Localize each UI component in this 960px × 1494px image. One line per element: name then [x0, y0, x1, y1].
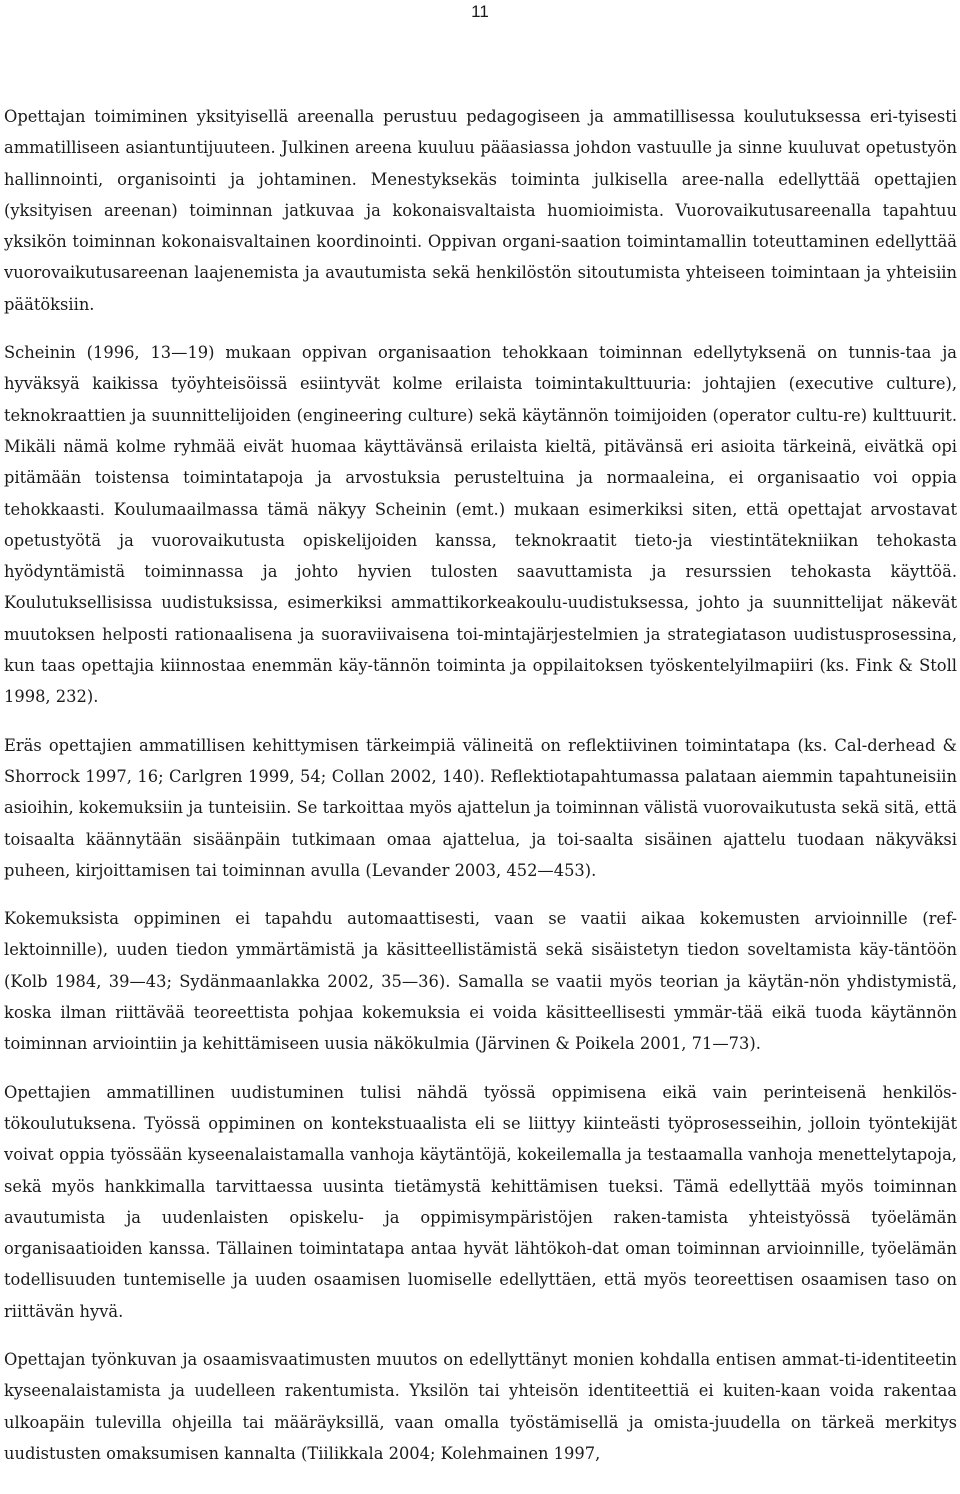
- page-number: 11: [471, 2, 489, 21]
- paragraph-teacher-identity: Opettajan työnkuvan ja osaamisvaatimusten muutos on edellyttänyt monien kohdalla entisen ammat-ti-identiteetin kyseenalaistamista ja uudelleen rakentumista. Yksilön tai yhteisön identiteettiä ei kuiten-kaan voida rakentaa ulkoapäin tulevilla ohjeilla tai määräyksillä, vaan omalla työstämisellä ja omista-juudella on tärkeä merkitys uudistusten omaksumisen kannalta (Tiilikkala 2004; Kolehmainen 1997,: [4, 1349, 957, 1463]
- paragraph-experiential-learning: Kokemuksista oppiminen ei tapahdu automaattisesti, vaan se vaatii aikaa kokemusten arvioinnille (ref-lektoinnille), uuden tiedon ymmärtämistä ja käsitteellistämistä sekä sisäistetyn tiedon soveltamista käy-täntöön (Kolb 1984, 39—43; Sydänmaanlakka 2002, 35—36). Samalla se vaatii myös teorian ja käytän-nön yhdistymistä, koska ilman riittävää teoreettista pohjaa kokemuksia ei voida käsitteellisesti ymmär-tää eikä tuoda käytännön toiminnan arviointiin ja kehittämiseen uusia näkökulmia (Järvinen & Poikela 2001, 71—73).: [4, 909, 957, 1054]
- paragraph-schein-cultures: Scheinin (1996, 13—19) mukaan oppivan organisaation tehokkaan toiminnan edellytyksenä on tunnis-taa ja hyväksyä kaikissa työyhteisöissä esiintyvät kolme erilaista toimintakulttuuria: johtajien (executive culture), teknokraattien ja suunnittelijoiden (engineering culture) sekä käytännön toimijoiden (operator cultu-re) kulttuurit. Mikäli nämä kolme ryhmää eivät huomaa käyttävänsä erilaista kieltä, pitävänsä eri asioita tärkeinä, eivätkä opi pitämään toistensa toimintatapoja ja arvostuksia perusteltuina ja normaaleina, ei organisaatio voi oppia tehokkaasti. Koulumaailmassa tämä näkyy Scheinin (emt.) mukaan esimerkiksi siten, että opettajat arvostavat opetustyötä ja vuorovaikutusta opiskelijoiden kanssa, teknokraatit tieto-ja viestintätekniikan tehokasta hyödyntämistä toiminnassa ja johto hyvien tulosten saavuttamista ja resurssien tehokasta käyttöä. Koulutuksellisissa uudistuksissa, esimerkiksi ammattikorkeakoulu-uudistuksessa, johto ja suunnittelijat näkevät muutoksen helposti rationaalisena ja suoraviivaisena toi-mintajärjestelmien ja strategiatason uudistusprosessina, kun taas opettajia kiinnostaa enemmän käy-tännön toiminta ja oppilaitoksen työskentelyilmapiiri (ks. Fink & Stoll 1998, 232).: [4, 343, 957, 707]
- paragraph-arenas: Opettajan toimiminen yksityisellä areenalla perustuu pedagogiseen ja ammatillisessa koulutuksessa eri-tyisesti ammatilliseen asiantuntijuuteen. Julkinen areena kuuluu pääasiassa johdon vastuulle ja sinne kuuluvat opetustyön hallinnointi, organisointi ja johtaminen. Menestyksekäs toiminta julkisella aree-nalla edellyttää opettajien (yksityisen areenan) toiminnan jatkuvaa ja kokonaisvaltaista huomioimista. Vuorovaikutusareenalla tapahtuu yksikön toiminnan kokonaisvaltainen koordinointi. Oppivan organi-saation toimintamallin toteuttaminen edellyttää vuorovaikutusareenan laajenemista ja avautumista sekä henkilöstön sitoutumista yhteiseen toimintaan ja yhteisiin päätöksiin.: [4, 107, 957, 314]
- paragraph-reflective-practice: Eräs opettajien ammatillisen kehittymisen tärkeimpiä välineitä on reflektiivinen toimintatapa (ks. Cal-derhead & Shorrock 1997, 16; Carlgren 1999, 54; Collan 2002, 140). Reflektiotapahtumassa palataan aiemmin tapahtuneisiin asioihin, kokemuksiin ja tunteisiin. Se tarkoittaa myös ajattelun ja toiminnan välistä vuorovaikutusta sekä sitä, että toisaalta käännytään sisäänpäin tutkimaan omaa ajattelua, ja toi-saalta sisäinen ajattelu tuodaan näkyväksi puheen, kirjoittamisen tai toiminnan avulla (Levander 2003, 452—453).: [4, 735, 957, 880]
- document-body: [4, 101, 957, 1486]
- paragraph-workplace-learning: Opettajien ammatillinen uudistuminen tulisi nähdä työssä oppimisena eikä vain perinteisenä henkilös-tökoulutuksena. Työssä oppiminen on kontekstuaalista eli se liittyy kiinteästi työprosesseihin, jolloin työntekijät voivat oppia työssään kyseenalaistamalla vanhoja käytäntöjä, kokeilemalla ja testaamalla vanhoja menettelytapoja, sekä myös hankkimalla tarvittaessa uusinta tietämystä kehittämisen tueksi. Tämä edellyttää myös toiminnan avautumista ja uudenlaisten opiskelu- ja oppimisympäristöjen raken-tamista yhteistyössä työelämän organisaatioiden kanssa. Tällainen toimintatapa antaa hyvät lähtökoh-dat oman toiminnan arvioinnille, työelämän todellisuuden tuntemiselle ja uuden osaamisen luomiselle edellyttäen, että myös teoreettisen osaamisen taso on riittävän hyvä.: [4, 1082, 957, 1321]
